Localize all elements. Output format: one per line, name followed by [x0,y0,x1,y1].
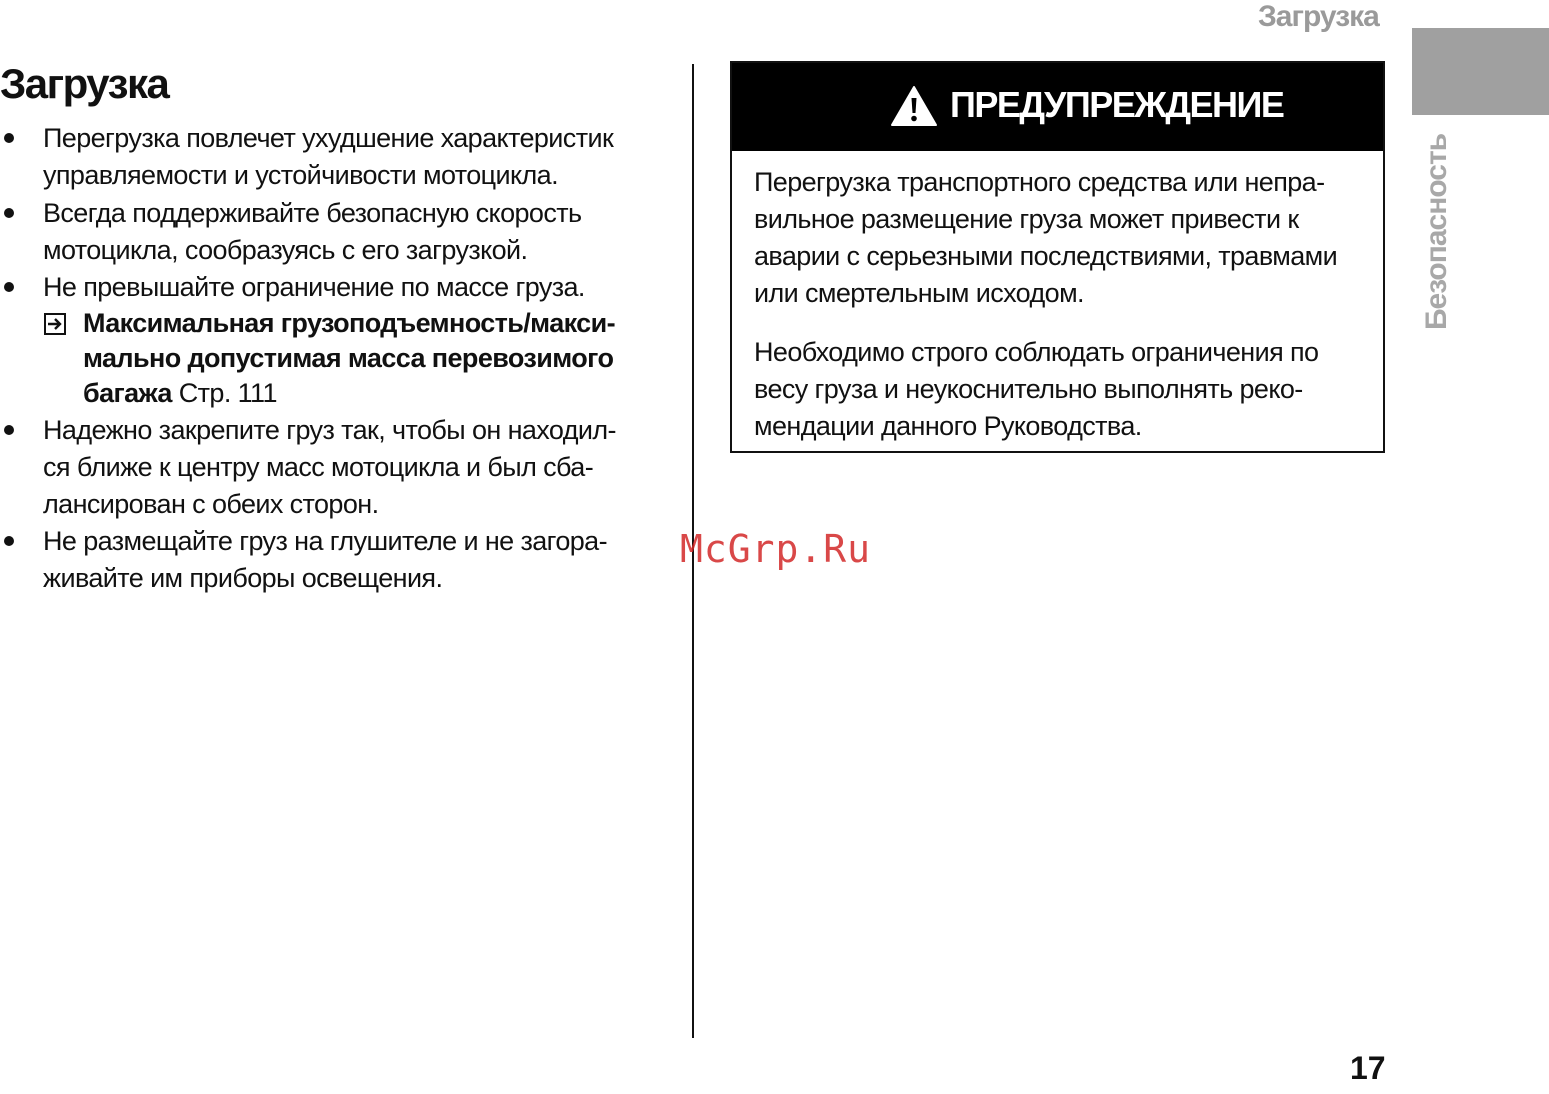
side-tab [1412,28,1549,115]
warning-p2-line-1: Необходимо строго соблюдать ограничения по [754,337,1319,367]
bullet-dot [4,208,14,218]
bullet-4-line-1: Надежно закрепите груз так, чтобы он находил- [43,415,616,445]
reference-title-end: багажа [83,378,172,408]
running-header: Загрузка [1258,0,1379,33]
bullet-3-line-1: Не превышайте ограничение по массе груза. [43,272,585,302]
bullet-4-line-3: лансирован с обеих сторон. [43,489,379,519]
reference-line-2: мально допустимая масса перевозимого [83,343,614,373]
warning-p1-line-2: вильное размещение груза может привести к [754,204,1299,234]
warning-p2-line-3: мендации данного Руководства. [754,411,1142,441]
section-title: Загрузка [0,60,169,107]
warning-p2-line-2: весу груза и неукоснительно выполнять реко- [754,374,1303,404]
bullet-2-line-2: мотоцикла, сообразуясь с его загрузкой. [43,235,528,265]
page-number: 17 [1350,1050,1386,1086]
bullet-4-line-2: ся ближе к центру масс мотоцикла и был сба- [43,452,594,482]
side-tab-label: Безопасность [1420,133,1453,330]
arrow-right-icon [44,313,66,335]
warning-p1-line-3: аварии с серьезными последствиями, травмами [754,241,1338,271]
bullet-dot [4,282,14,292]
warning-p1-line-1: Перегрузка транспортного средства или непра- [754,167,1325,197]
bullet-dot [4,536,14,546]
bullet-dot [4,133,14,143]
watermark: McGrp.Ru [680,527,872,571]
bullet-2-line-1: Всегда поддерживайте безопасную скорость [43,198,582,228]
bullet-1-line-1: Перегрузка повлечет ухудшение характеристик [43,123,614,153]
bullet-5-line-1: Не размещайте груз на глушителе и не загора- [43,526,607,556]
warning-p1-line-4: или смертельным исходом. [754,278,1084,308]
reference-line-3[interactable] [83,375,277,412]
bullet-dot [4,425,14,435]
warning-title: ПРЕДУПРЕЖДЕНИЕ [950,84,1284,125]
bullet-1-line-2: управляемости и устойчивости мотоцикла. [43,160,558,190]
warning-triangle-icon [890,85,938,132]
warning-header [732,63,1383,151]
warning-box [730,61,1385,453]
page-reference-link[interactable]: Стр. 111 [171,378,277,408]
bullet-5-line-2: живайте им приборы освещения. [43,563,443,593]
reference-line-1: Максимальная грузоподъемность/макси- [83,308,615,338]
